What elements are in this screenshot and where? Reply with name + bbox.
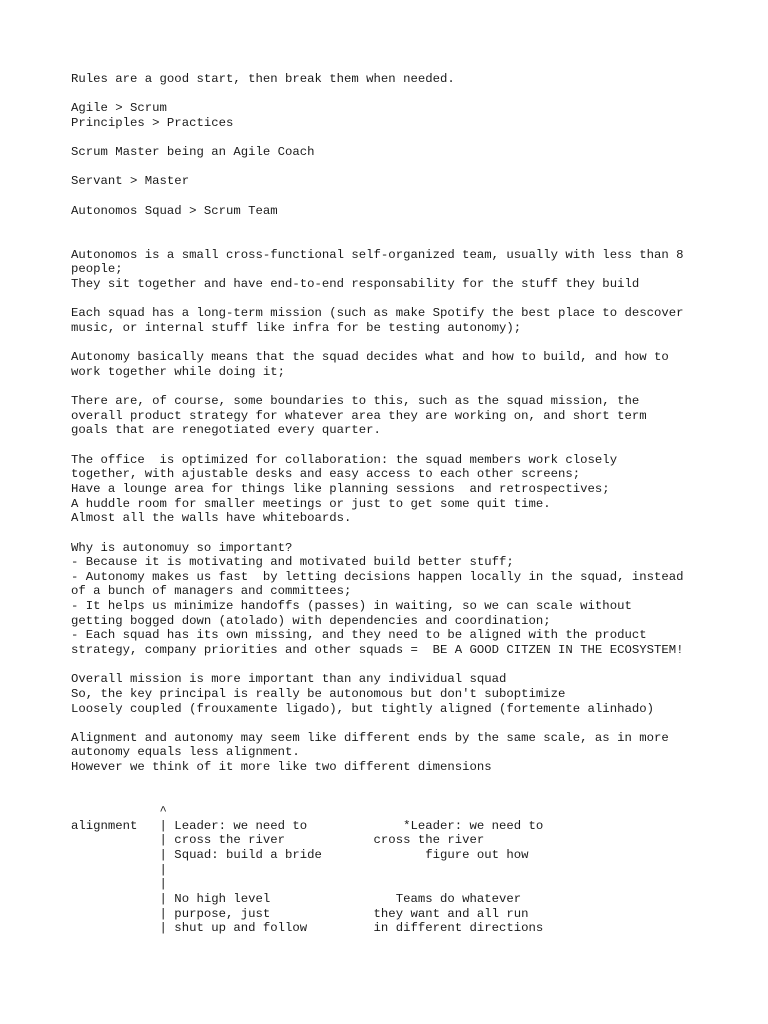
document-text (71, 72, 751, 936)
text-line (71, 131, 751, 146)
text-line (71, 87, 751, 102)
text-line: | No high level Teams do whatever (71, 891, 522, 906)
text-line (71, 526, 751, 541)
text-line: Loosely coupled (frouxamente ligado), but tightly aligned (fortemente alinhado) (71, 701, 654, 716)
text-line: Agile > Scrum (71, 101, 167, 116)
text-line: work together while doing it; (71, 364, 286, 379)
text-line: So, the key principal is really be autonomous but don't suboptimize (71, 686, 566, 701)
text-line: | (71, 862, 167, 877)
text-line: overall product strategy for whatever area they are working on, and short term (71, 408, 647, 423)
text-line (71, 189, 751, 204)
text-line: ^ (71, 804, 167, 819)
text-line: Autonomy basically means that the squad decides what and how to build, and how to (71, 350, 669, 365)
text-line (71, 789, 751, 804)
text-line: strategy, company priorities and other squads = BE A GOOD CITZEN IN THE ECOSYSTEM! (71, 642, 684, 657)
text-line: Almost all the walls have whiteboards. (71, 511, 352, 526)
text-line: They sit together and have end-to-end responsability for the stuff they build (71, 276, 640, 291)
text-line: Have a lounge area for things like planning sessions and retrospectives; (71, 481, 610, 496)
text-line: - It helps us minimize handoffs (passes) in waiting, so we can scale without (71, 599, 632, 614)
text-line (71, 658, 751, 673)
text-line: people; (71, 262, 123, 277)
text-line: Scrum Master being an Agile Coach (71, 145, 315, 160)
text-line: | cross the river cross the river (71, 833, 485, 848)
text-line: Alignment and autonomy may seem like different ends by the same scale, as in more (71, 730, 669, 745)
text-line (71, 379, 751, 394)
text-line: Why is autonomuy so important? (71, 540, 293, 555)
text-line (71, 218, 751, 233)
text-line: - Each squad has its own missing, and they need to be aligned with the product (71, 628, 647, 643)
text-line: A huddle room for smaller meetings or just to get some quit time. (71, 496, 551, 511)
text-line: Principles > Practices (71, 115, 234, 130)
text-line (71, 160, 751, 175)
text-line: - Autonomy makes us fast by letting decisions happen locally in the squad, instead (71, 569, 684, 584)
text-line: Autonomos is a small cross-functional self-organized team, usually with less than 8 (71, 247, 684, 262)
text-line: Servant > Master (71, 174, 190, 189)
text-line (71, 292, 751, 307)
text-line: Each squad has a long-term mission (such as make Spotify the best place to descover (71, 306, 684, 321)
text-line: autonomy equals less alignment. (71, 745, 300, 760)
text-line: Overall mission is more important than any individual squad (71, 672, 507, 687)
text-line: Autonomos Squad > Scrum Team (71, 203, 278, 218)
text-line (71, 775, 751, 790)
text-line (71, 336, 751, 351)
text-line: The office is optimized for collaboration: the squad members work closely (71, 452, 618, 467)
text-line (71, 716, 751, 731)
text-line: Rules are a good start, then break them when needed. (71, 72, 455, 86)
text-line: | (71, 877, 167, 892)
text-line: of a bunch of managers and committees; (71, 584, 352, 599)
text-line: goals that are renegotiated every quarter. (71, 423, 381, 438)
text-line: getting bogged down (atolado) with dependencies and coordination; (71, 613, 551, 628)
text-line: together, with ajustable desks and easy access to each other screens; (71, 467, 581, 482)
text-line: | Squad: build a bride figure out how (71, 847, 529, 862)
text-line: music, or internal stuff like infra for be testing autonomy); (71, 320, 522, 335)
text-line: - Because it is motivating and motivated build better stuff; (71, 555, 514, 570)
text-line: | shut up and follow in different directions (71, 921, 544, 936)
text-line: alignment | Leader: we need to *Leader: we need to (71, 818, 544, 833)
text-line: There are, of course, some boundaries to this, such as the squad mission, the (71, 394, 640, 409)
text-line: However we think of it more like two different dimensions (71, 760, 492, 775)
text-line: | purpose, just they want and all run (71, 906, 529, 921)
text-line (71, 233, 751, 248)
text-line (71, 438, 751, 453)
